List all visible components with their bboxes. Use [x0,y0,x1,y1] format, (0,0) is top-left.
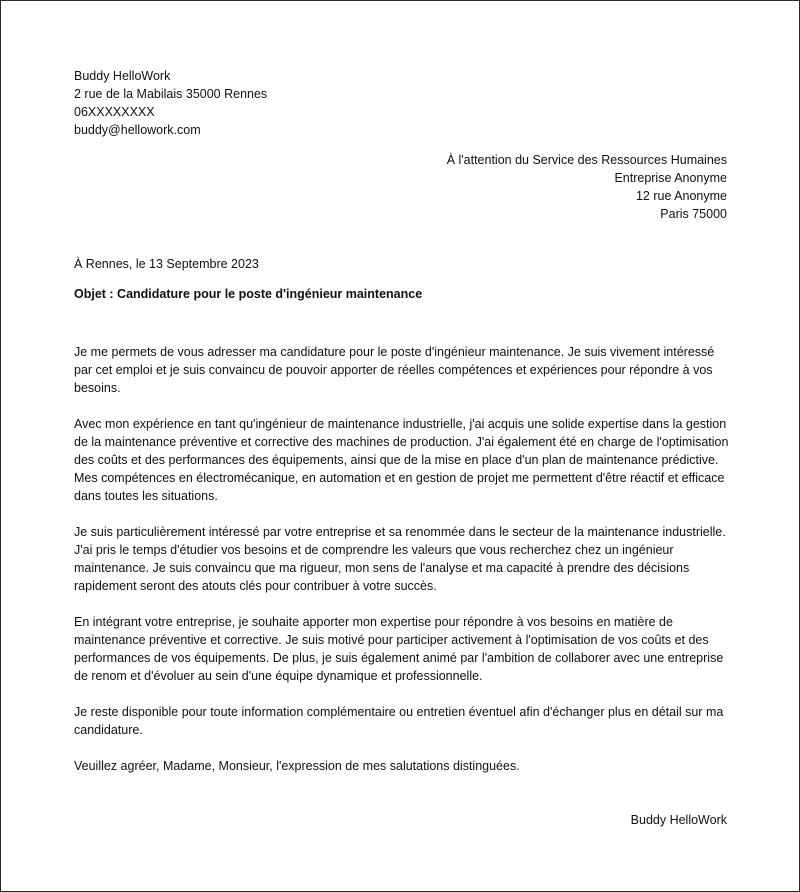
recipient-block [447,151,727,223]
body-paragraph: En intégrant votre entreprise, je souhaite apporter mon expertise pour répondre à vos besoins en matière de maintenance préventive et corrective. Je suis motivé pour participer activement à l'optimisation de vos coûts et des performances de vos équipements. De plus, je suis également animé par l'ambition de collaborer avec une entreprise de renom et d'évoluer au sein d'une équipe dynamique et professionnelle. [74,615,724,683]
letter-body [74,343,734,793]
place-date: À Rennes, le 13 Septembre 2023 [74,257,259,271]
body-paragraph: Je reste disponible pour toute information complémentaire ou entretien éventuel afin d'échanger plus en détail sur ma candidature. [74,705,724,737]
sender-phone: 06XXXXXXXX [74,105,155,119]
body-paragraph: Je suis particulièrement intéressé par votre entreprise et sa renommée dans le secteur de la maintenance industrielle. J'ai pris le temps d'étudier vos besoins et de comprendre les valeurs que vous recherchez chez un ingénieur maintenance. Je suis convaincu que ma rigueur, mon sens de l'analyse et ma capacité à prendre des décisions rapidement seront des atouts clés pour contribuer à votre succès. [74,525,726,593]
letter-subject: Objet : Candidature pour le poste d'ingénieur maintenance [74,287,423,301]
recipient-attention: À l'attention du Service des Ressources Humaines [446,153,727,167]
recipient-street: 12 rue Anonyme [635,189,727,203]
sender-email: buddy@hellowork.com [74,123,201,137]
recipient-city: Paris 75000 [660,207,727,221]
body-paragraph: Je me permets de vous adresser ma candidature pour le poste d'ingénieur maintenance. Je suis vivement intéressé par cet emploi et je suis convaincu de pouvoir apporter de réelles compétences et expériences pour répondre à vos besoins. [74,345,715,395]
signature: Buddy HelloWork [630,813,727,827]
body-paragraph: Avec mon expérience en tant qu'ingénieur de maintenance industrielle, j'ai acquis une solide expertise dans la gestion de la maintenance préventive et corrective des machines de production. J'ai également été en charge de l'optimisation des coûts et des performances des équipements, ainsi que de la mise en place d'un plan de maintenance prédictive. Mes compétences en électromécanique, en automation et en gestion de projet me permettent d'être réactif et efficace dans toutes les situations. [74,417,729,503]
closing-paragraph: Veuillez agréer, Madame, Monsieur, l'expression de mes salutations distinguées. [74,759,520,773]
sender-name: Buddy HelloWork [74,69,171,83]
recipient-company: Entreprise Anonyme [614,171,727,185]
sender-address: 2 rue de la Mabilais 35000 Rennes [74,87,268,101]
sender-block [74,67,267,139]
